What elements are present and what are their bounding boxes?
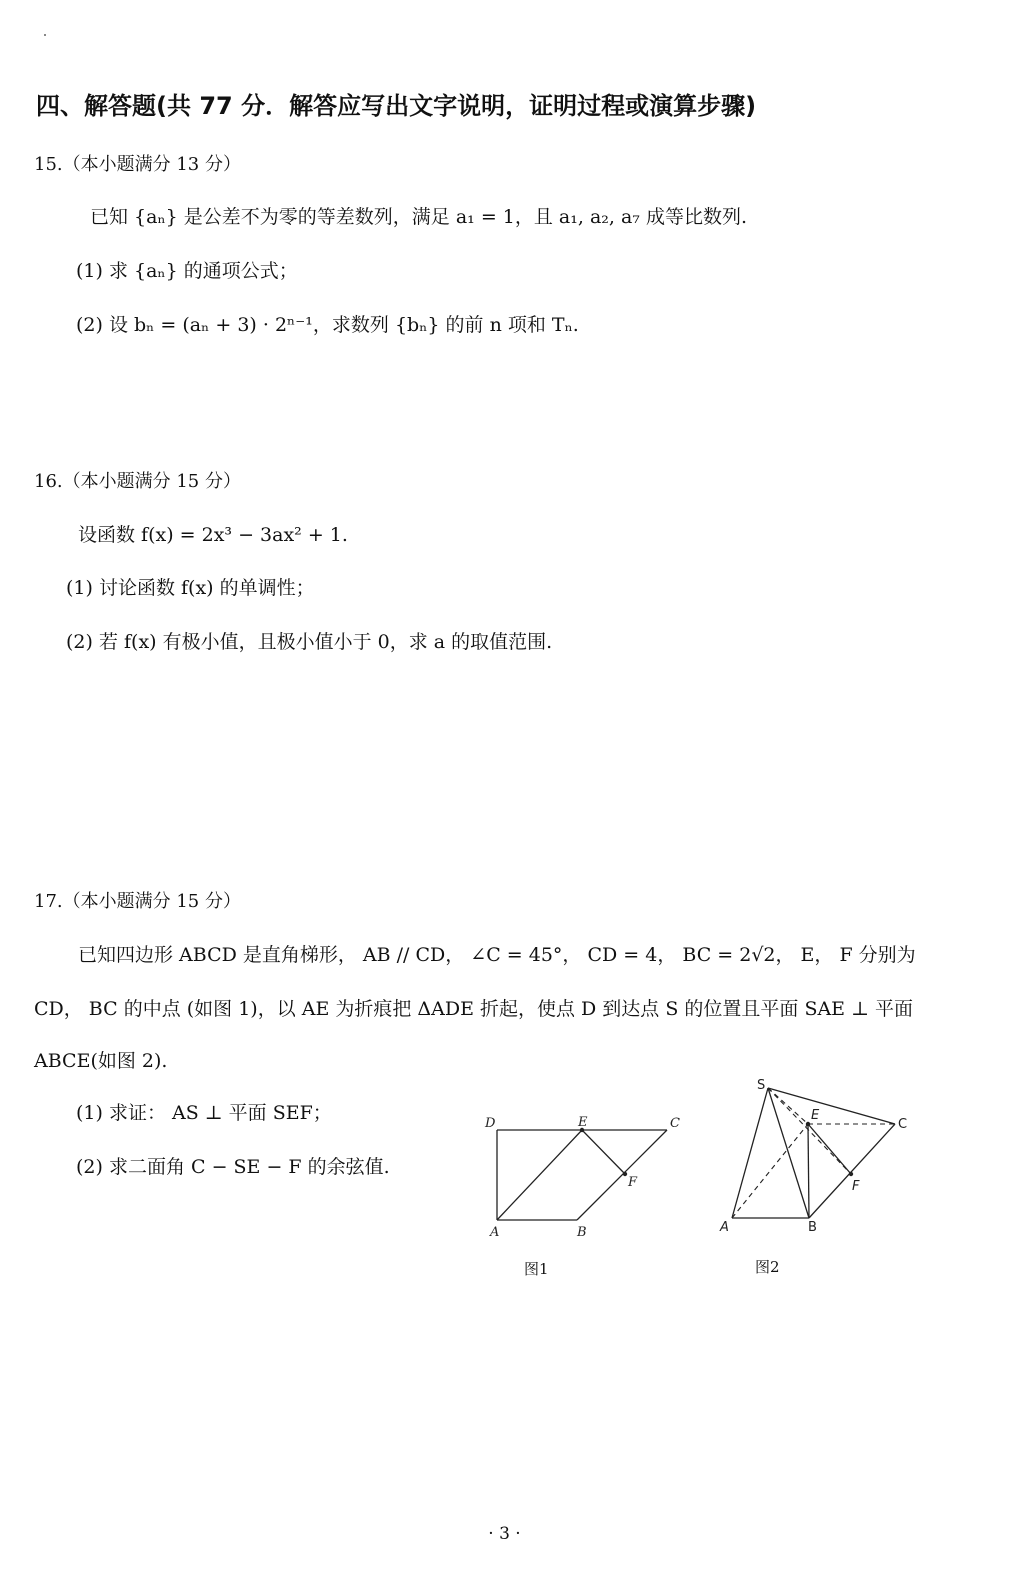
q17-line3: ABCE(如图 2). bbox=[34, 1050, 168, 1072]
q15-stem: 已知 {aₙ} 是公差不为零的等差数列，满足 a₁ = 1，且 a₁, a₂, a₇ 成等比数列. bbox=[90, 206, 747, 228]
fig2-edge-bc bbox=[809, 1124, 895, 1218]
figure-1-trapezoid bbox=[470, 1100, 700, 1240]
q15-header: 15.（本小题满分 13 分） bbox=[34, 154, 241, 175]
fig2-label-c: C bbox=[898, 1117, 908, 1132]
q17-header: 17.（本小题满分 15 分） bbox=[34, 891, 241, 912]
fig2-label-b: B bbox=[808, 1220, 817, 1235]
fig2-edge-sb bbox=[768, 1088, 809, 1218]
fig1-label-f: F bbox=[628, 1175, 638, 1190]
fig2-edge-be bbox=[808, 1124, 809, 1218]
q15-part1: (1) 求 {aₙ} 的通项公式； bbox=[76, 260, 298, 282]
section-title: 四、解答题(共 77 分．解答应写出文字说明，证明过程或演算步骤) bbox=[36, 92, 757, 120]
figure-2-pyramid bbox=[712, 1070, 922, 1240]
fig1-label-b: B bbox=[577, 1225, 587, 1240]
fig1-edge-cb bbox=[577, 1130, 667, 1220]
fig2-label-a: A bbox=[720, 1220, 729, 1235]
q16-part2: (2) 若 f(x) 有极小值，且极小值小于 0，求 a 的取值范围. bbox=[66, 631, 553, 653]
fig1-label-e: E bbox=[578, 1115, 588, 1130]
q17-part1: (1) 求证： AS ⊥ 平面 SEF； bbox=[76, 1102, 332, 1124]
page-number: · 3 · bbox=[488, 1524, 521, 1544]
q16-header: 16.（本小题满分 15 分） bbox=[34, 471, 241, 492]
fig2-edge-ef bbox=[808, 1124, 851, 1174]
figure-2-caption: 图2 bbox=[755, 1258, 780, 1276]
fig2-label-f: F bbox=[852, 1179, 860, 1194]
fig1-edge-ef bbox=[582, 1130, 625, 1174]
q16-stem: 设函数 f(x) = 2x³ − 3ax² + 1. bbox=[78, 524, 348, 546]
fig1-point-f bbox=[623, 1172, 627, 1176]
fig1-label-a: A bbox=[490, 1225, 500, 1240]
figure-1-caption: 图1 bbox=[524, 1260, 549, 1278]
fig2-point-e bbox=[806, 1122, 810, 1126]
q16-part1: (1) 讨论函数 f(x) 的单调性； bbox=[66, 577, 315, 599]
q17-line2: CD， BC 的中点 (如图 1)，以 AE 为折痕把 ΔADE 折起，使点 D 到达点 S 的位置且平面 SAE ⊥ 平面 bbox=[34, 998, 913, 1020]
fig2-point-f bbox=[849, 1172, 853, 1176]
scan-speck bbox=[44, 34, 46, 36]
fig2-edge-sa bbox=[732, 1088, 768, 1218]
fig2-hidden-ae bbox=[732, 1124, 808, 1218]
fig2-hidden-sf bbox=[768, 1088, 851, 1174]
fig2-edge-sc bbox=[768, 1088, 895, 1124]
q15-part2: (2) 设 bₙ = (aₙ + 3) · 2ⁿ⁻¹，求数列 {bₙ} 的前 n 项和 Tₙ. bbox=[76, 314, 579, 336]
fig1-label-c: C bbox=[670, 1116, 680, 1131]
fig2-label-e: E bbox=[811, 1108, 820, 1123]
fig1-edge-ae bbox=[497, 1130, 582, 1220]
q17-line1: 已知四边形 ABCD 是直角梯形， AB // CD， ∠C = 45°， CD = 4， BC = 2√2， E， F 分别为 bbox=[78, 944, 916, 966]
fig1-label-d: D bbox=[485, 1116, 496, 1131]
q17-part2: (2) 求二面角 C − SE − F 的余弦值. bbox=[76, 1156, 390, 1178]
fig2-label-s: S bbox=[757, 1078, 766, 1093]
